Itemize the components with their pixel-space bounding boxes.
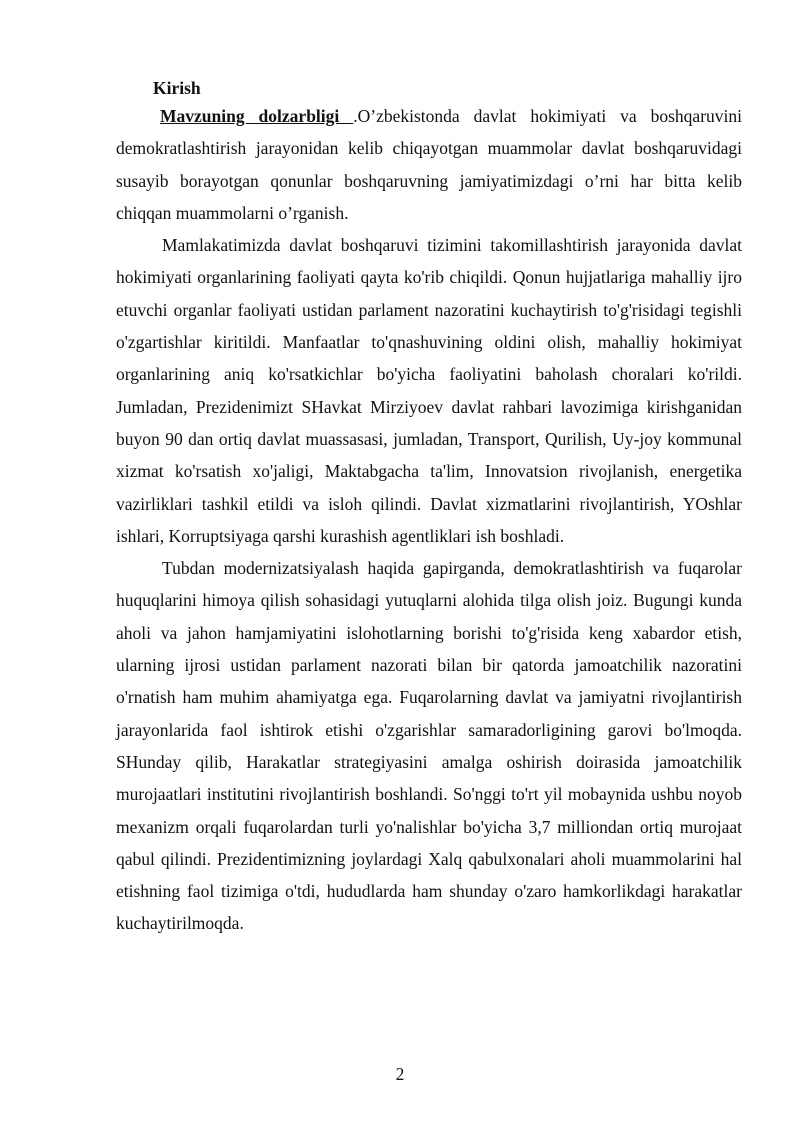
intro-text: .O’zbekistonda davlat hokimiyati va boshqaruvini demokratlashtirish jarayonidan kelib chiqayotgan muammolar davlat boshqaruvidagi susayib borayotgan qonunlar boshqaruvning jamiyatimizdagi o’rni har bitta kelib chiqqan muammolarni o’rganish.	[116, 106, 742, 223]
body-paragraph: Mamlakatimizda davlat boshqaruvi tizimini takomillashtirish jarayonida davlat hokimiyati organlarining faoliyati qayta ko'rib chiqildi. Qonun hujjatlariga mahalliy ijro etuvchi organlar faoliyati ustidan parlament nazoratini kuchaytirish to'g'risidagi tegishli o'zgartishlar kiritildi. Manfaatlar to'qnashuvining oldini olish, mahalliy hokimiyat organlarining aniq ko'rsatkichlar bo'yicha faoliyatini baholash choralari ko'rildi. Jumladan, Prezidenimizt SHavkat Mirziyoev davlat rahbari lavozimiga kirishganidan buyon 90 dan ortiq davlat muassasasi, jumladan, Transport, Qurilish, Uy-joy kommunal xizmat ko'rsatish xo'jaligi, Maktabgacha ta'lim, Innovatsion rivojlanish, energetika vazirliklari tashkil etildi va isloh qilindi. Davlat xizmatlarini rivojlantirish, YOshlar ishlari, Korruptsiyaga qarshi kurashish agentliklari ish boshladi.	[116, 235, 742, 546]
page-number: 2	[395, 1064, 405, 1084]
topic-label: Mavzuning dolzarbligi	[160, 106, 354, 126]
section-heading: Kirish	[153, 78, 201, 98]
body-paragraph: Tubdan modernizatsiyalash haqida gapirganda, demokratlashtirish va fuqarolar huquqlarini himoya qilish sohasidagi yutuqlarni alohida tilga olish joiz. Bugungi kunda aholi va jahon hamjamiyatini islohotlarning borishi to'g'risida keng xabardor etish, ularning ijrosi ustidan parlament nazorati bilan bir qatorda jamoatchilik nazoratini o'rnatish ham muhim ahamiyatga ega. Fuqarolarning davlat va jamiyatni rivojlantirish jarayonlarida faol ishtirok etishi o'zgarishlar samaradorligining garovi bo'lmoqda. SHunday qilib, Harakatlar strategiyasini amalga oshirish doirasida jamoatchilik murojaatlari institutini rivojlantirish boshlandi. So'nggi to'rt yil mobaynida ushbu noyob mexanizm orqali fuqarolardan turli yo'nalishlar bo'yicha 3,7 milliondan ortiq murojaat qabul qilindi. Prezidentimizning joylardagi Xalq qabulxonalari aholi muammolarini hal etishning faol tizimiga o'tdi, hududlarda ham shunday o'zaro hamkorlikdagi harakatlar kuchaytirilmoqda.	[116, 558, 742, 934]
intro-paragraph	[116, 100, 742, 229]
